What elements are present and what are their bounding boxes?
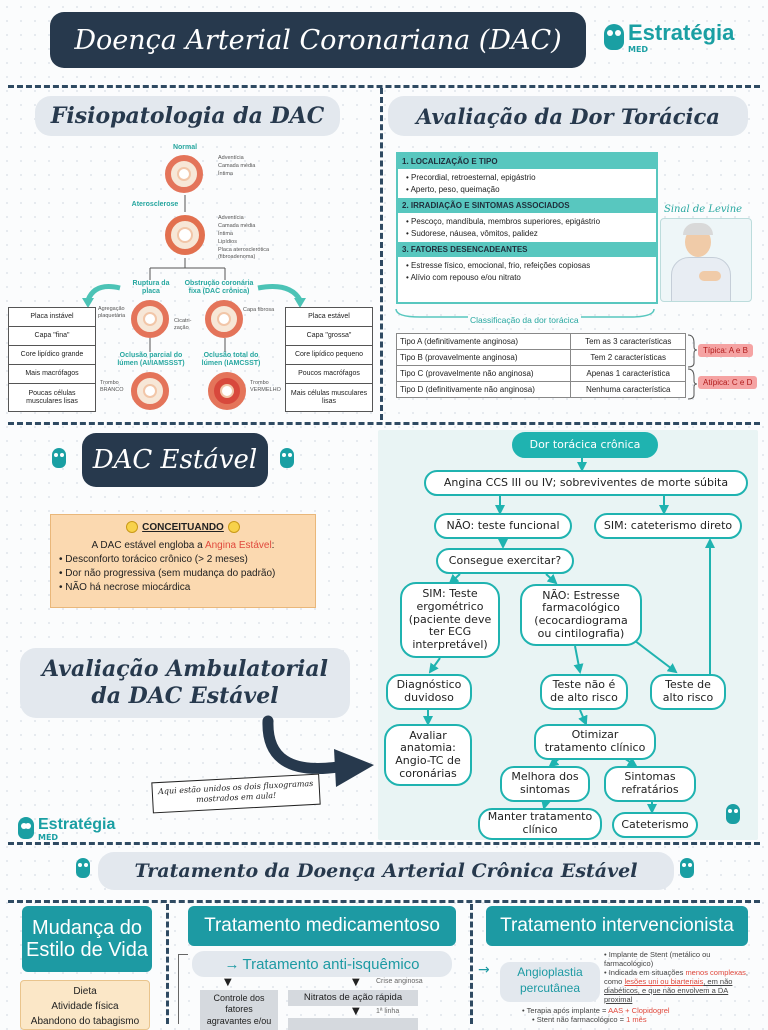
angioplastia-label: Angioplastia percutânea (500, 962, 600, 1002)
flow-node-nao-alto-risco: Teste não é de alto risco (540, 674, 628, 710)
section-title-dac-estavel: DAC Estável (82, 433, 268, 487)
normal-layer: Camada média (218, 163, 256, 169)
table-cell: Mais macrófagos (9, 365, 96, 384)
criteria-head: 3. FATORES DESENCADEANTES (398, 242, 656, 257)
athero-layer: Lipídios (218, 239, 237, 245)
estilo-vida-header: Mudança do Estilo de Vida (22, 906, 152, 972)
capa-fibrosa-text: Capa fibrosa (243, 307, 275, 313)
table-cell: Poucos macrófagos (286, 365, 373, 384)
brand-sub: MED (38, 833, 59, 842)
criteria-item: • Aperto, peso, queimação (406, 184, 650, 196)
table-cell: Tipo C (provavelmente não anginosa) (397, 366, 571, 382)
flow-node-cateterismo: Cateterismo (612, 812, 698, 838)
criteria-item: • Precordial, retroesternal, epigástrio (406, 172, 650, 184)
trombo-vermelho-text: Trombo VERMELHO (250, 380, 281, 393)
linha1-label: 1ª linha (376, 1008, 400, 1015)
criteria-item: • Estresse físico, emocional, frio, refeições copiosas (406, 260, 650, 272)
section-title-fisiopatologia: Fisiopatologia da DAC (35, 96, 340, 136)
terapia-text: • Terapia após implante = AAS + Clopidogrel • Stent não farmacológico = 1 mês (522, 1006, 670, 1024)
oclusao-total-label: Oclusão total do lúmen (IAMCSST) (201, 352, 261, 368)
table-cell: Poucas células musculares lisas (9, 384, 96, 412)
stent-item: • Indicada em situações menos complexas, como lesões uni ou biarteriais, em não diabéticos, e que não envolvem a DA proximal (604, 968, 748, 1004)
table-cell: Placa estável (286, 308, 373, 327)
flow-node-cateterismo-direto: SIM: cateterismo direto (594, 513, 742, 539)
estilo-item: Dieta (73, 986, 97, 997)
concept-item: • NÃO há necrose miocárdica (59, 581, 307, 595)
aula-note: Aqui estão unidos os dois fluxogramas mostrados em aula! (151, 774, 320, 814)
brand-sub: MED (628, 45, 649, 54)
nitratos-box: Nitratos de ação rápida (288, 990, 418, 1006)
concept-intro: A DAC estável engloba a Angina Estável: (91, 540, 275, 551)
linha1-box (288, 1018, 418, 1030)
stent-details (604, 950, 750, 1004)
arrow-down-icon: ▼ (224, 977, 232, 988)
owl-icon (76, 858, 90, 878)
flow-node-otimizar: Otimizar tratamento clínico (534, 724, 656, 760)
normal-label: Normal (172, 144, 198, 151)
table-cell: Mais células musculares lisas (286, 384, 373, 412)
sinal-levine-label: Sinal de Levine (664, 204, 743, 215)
flow-node-dor-cronica: Dor torácica crônica (512, 432, 658, 458)
ruptura-label: Ruptura da placa (132, 280, 170, 296)
tipica-tag: Típica: A e B (698, 344, 753, 357)
estilo-vida-box (20, 980, 150, 1030)
controle-box: Controle dos fatores agravantes e/ou (200, 990, 278, 1030)
arrow-down-icon: ▼ (352, 1006, 360, 1017)
intervencionista-header: Tratamento intervencionista (486, 906, 748, 946)
obstrucao-label: Obstrução coronária fixa (DAC crônica) (184, 280, 254, 296)
flow-node-angina-ccs: Angina CCS III ou IV; sobreviventes de morte súbita (424, 470, 748, 496)
owl-icon (680, 858, 694, 878)
table-cell: Tipo B (provavelmente anginosa) (397, 350, 571, 366)
divider (470, 904, 473, 1024)
arrow-down-icon: ▼ (352, 977, 360, 988)
trombo-branco-text: Trombo BRANCO (100, 380, 124, 393)
athero-layer: Íntima (218, 231, 233, 237)
criteria-head: 1. LOCALIZAÇÃO E TIPO (398, 154, 656, 169)
cicatrizacao-text: Cicatri-zação (174, 318, 192, 331)
arrow-right-icon: → (478, 962, 490, 978)
table-cell: Tipo D (definitivamente não anginosa) (397, 382, 571, 398)
concept-item: • Desconforto torácico crônico (> 2 meses) (59, 553, 307, 567)
flow-node-exercitar: Consegue exercitar? (436, 548, 574, 574)
medicamentoso-header: Tratamento medicamentoso (188, 906, 456, 946)
athero-layer: Camada média (218, 223, 256, 229)
section-title-dor-toracica: Avaliação da Dor Torácica (388, 96, 748, 136)
flow-node-diagnostico-duvidoso: Diagnóstico duvidoso (386, 674, 472, 710)
arrow-right-icon: → (224, 955, 240, 973)
aterosclerose-label: Aterosclerose (131, 201, 179, 208)
main-title: Doença Arterial Coronariana (DAC) (50, 12, 586, 68)
table-cell: Tem 2 características (571, 350, 686, 366)
oclusao-parcial-label: Oclusão parcial do lúmen (AI/IAMSSST) (117, 352, 185, 368)
table-cell: Apenas 1 característica (571, 366, 686, 382)
table-cell: Capa "grossa" (286, 327, 373, 346)
criteria-item: • Pescoço, mandíbula, membros superiores, epigástrio (406, 216, 650, 228)
concept-item: • Dor não progressiva (sem mudança do padrão) (59, 567, 307, 581)
criteria-head: 2. IRRADIAÇÃO E SINTOMAS ASSOCIADOS (398, 198, 656, 213)
flow-node-ergometrico: SIM: Teste ergométrico (paciente deve ter ECG interpretável) (400, 582, 500, 658)
section-title-tratamento: Tratamento da Doença Arterial Crônica Estável (98, 852, 674, 890)
table-cell: Capa "fina" (9, 327, 96, 346)
athero-layer: Adventícia (218, 215, 244, 221)
normal-layer: Adventícia (218, 155, 244, 161)
atipica-tag: Atípica: C e D (698, 376, 757, 389)
brand-name: Estratégia (628, 20, 735, 45)
table-cell: Nenhuma característica (571, 382, 686, 398)
owl-icon (726, 804, 740, 824)
athero-layer: Placa aterosclerótica (fibroadenoma) (218, 247, 270, 260)
stent-item: • Implante de Stent (metálico ou farmacológico) (604, 950, 711, 968)
classificacao-label: Classificação da dor torácica (470, 315, 579, 325)
table-cell: Placa instável (9, 308, 96, 327)
flow-node-angio-tc: Avaliar anatomia: Angio-TC de coronárias (384, 724, 472, 786)
divider (8, 842, 760, 845)
crise-label: Crise anginosa (376, 978, 423, 985)
anti-isquemico-label: → Tratamento anti-isquêmico (192, 951, 452, 977)
normal-layer: Íntima (218, 171, 233, 177)
flow-node-refratarios: Sintomas refratários (604, 766, 696, 802)
anti-isquemico-bracket (178, 954, 188, 1024)
agregacao-text: Agregação plaquetária (98, 306, 126, 319)
flow-node-teste-funcional: NÃO: teste funcional (434, 513, 572, 539)
estilo-item: Atividade física (51, 1001, 119, 1012)
estilo-item: Abandono do tabagismo (30, 1016, 140, 1027)
concept-title: CONCEITUANDO (142, 522, 224, 533)
flow-node-manter: Manter tratamento clínico (478, 808, 602, 840)
brand-name: Estratégia (38, 816, 116, 833)
criteria-item: • Alívio com repouso e/ou nitrato (406, 272, 650, 284)
flow-node-alto-risco: Teste de alto risco (650, 674, 726, 710)
criteria-item: • Sudorese, náusea, vômitos, palidez (406, 228, 650, 240)
table-cell: Tem as 3 características (571, 334, 686, 350)
flow-node-estresse: NÃO: Estresse farmacológico (ecocardiograma ou cintilografia) (520, 584, 642, 646)
table-cell: Tipo A (definitivamente anginosa) (397, 334, 571, 350)
table-cell: Core lipídico grande (9, 346, 96, 365)
avaliacao-ambulatorial-title: Avaliação Ambulatorial da DAC Estável (20, 648, 350, 718)
table-cell: Core lipídico pequeno (286, 346, 373, 365)
flow-node-melhora: Melhora dos sintomas (500, 766, 590, 802)
divider (8, 900, 760, 903)
divider (166, 904, 169, 1024)
